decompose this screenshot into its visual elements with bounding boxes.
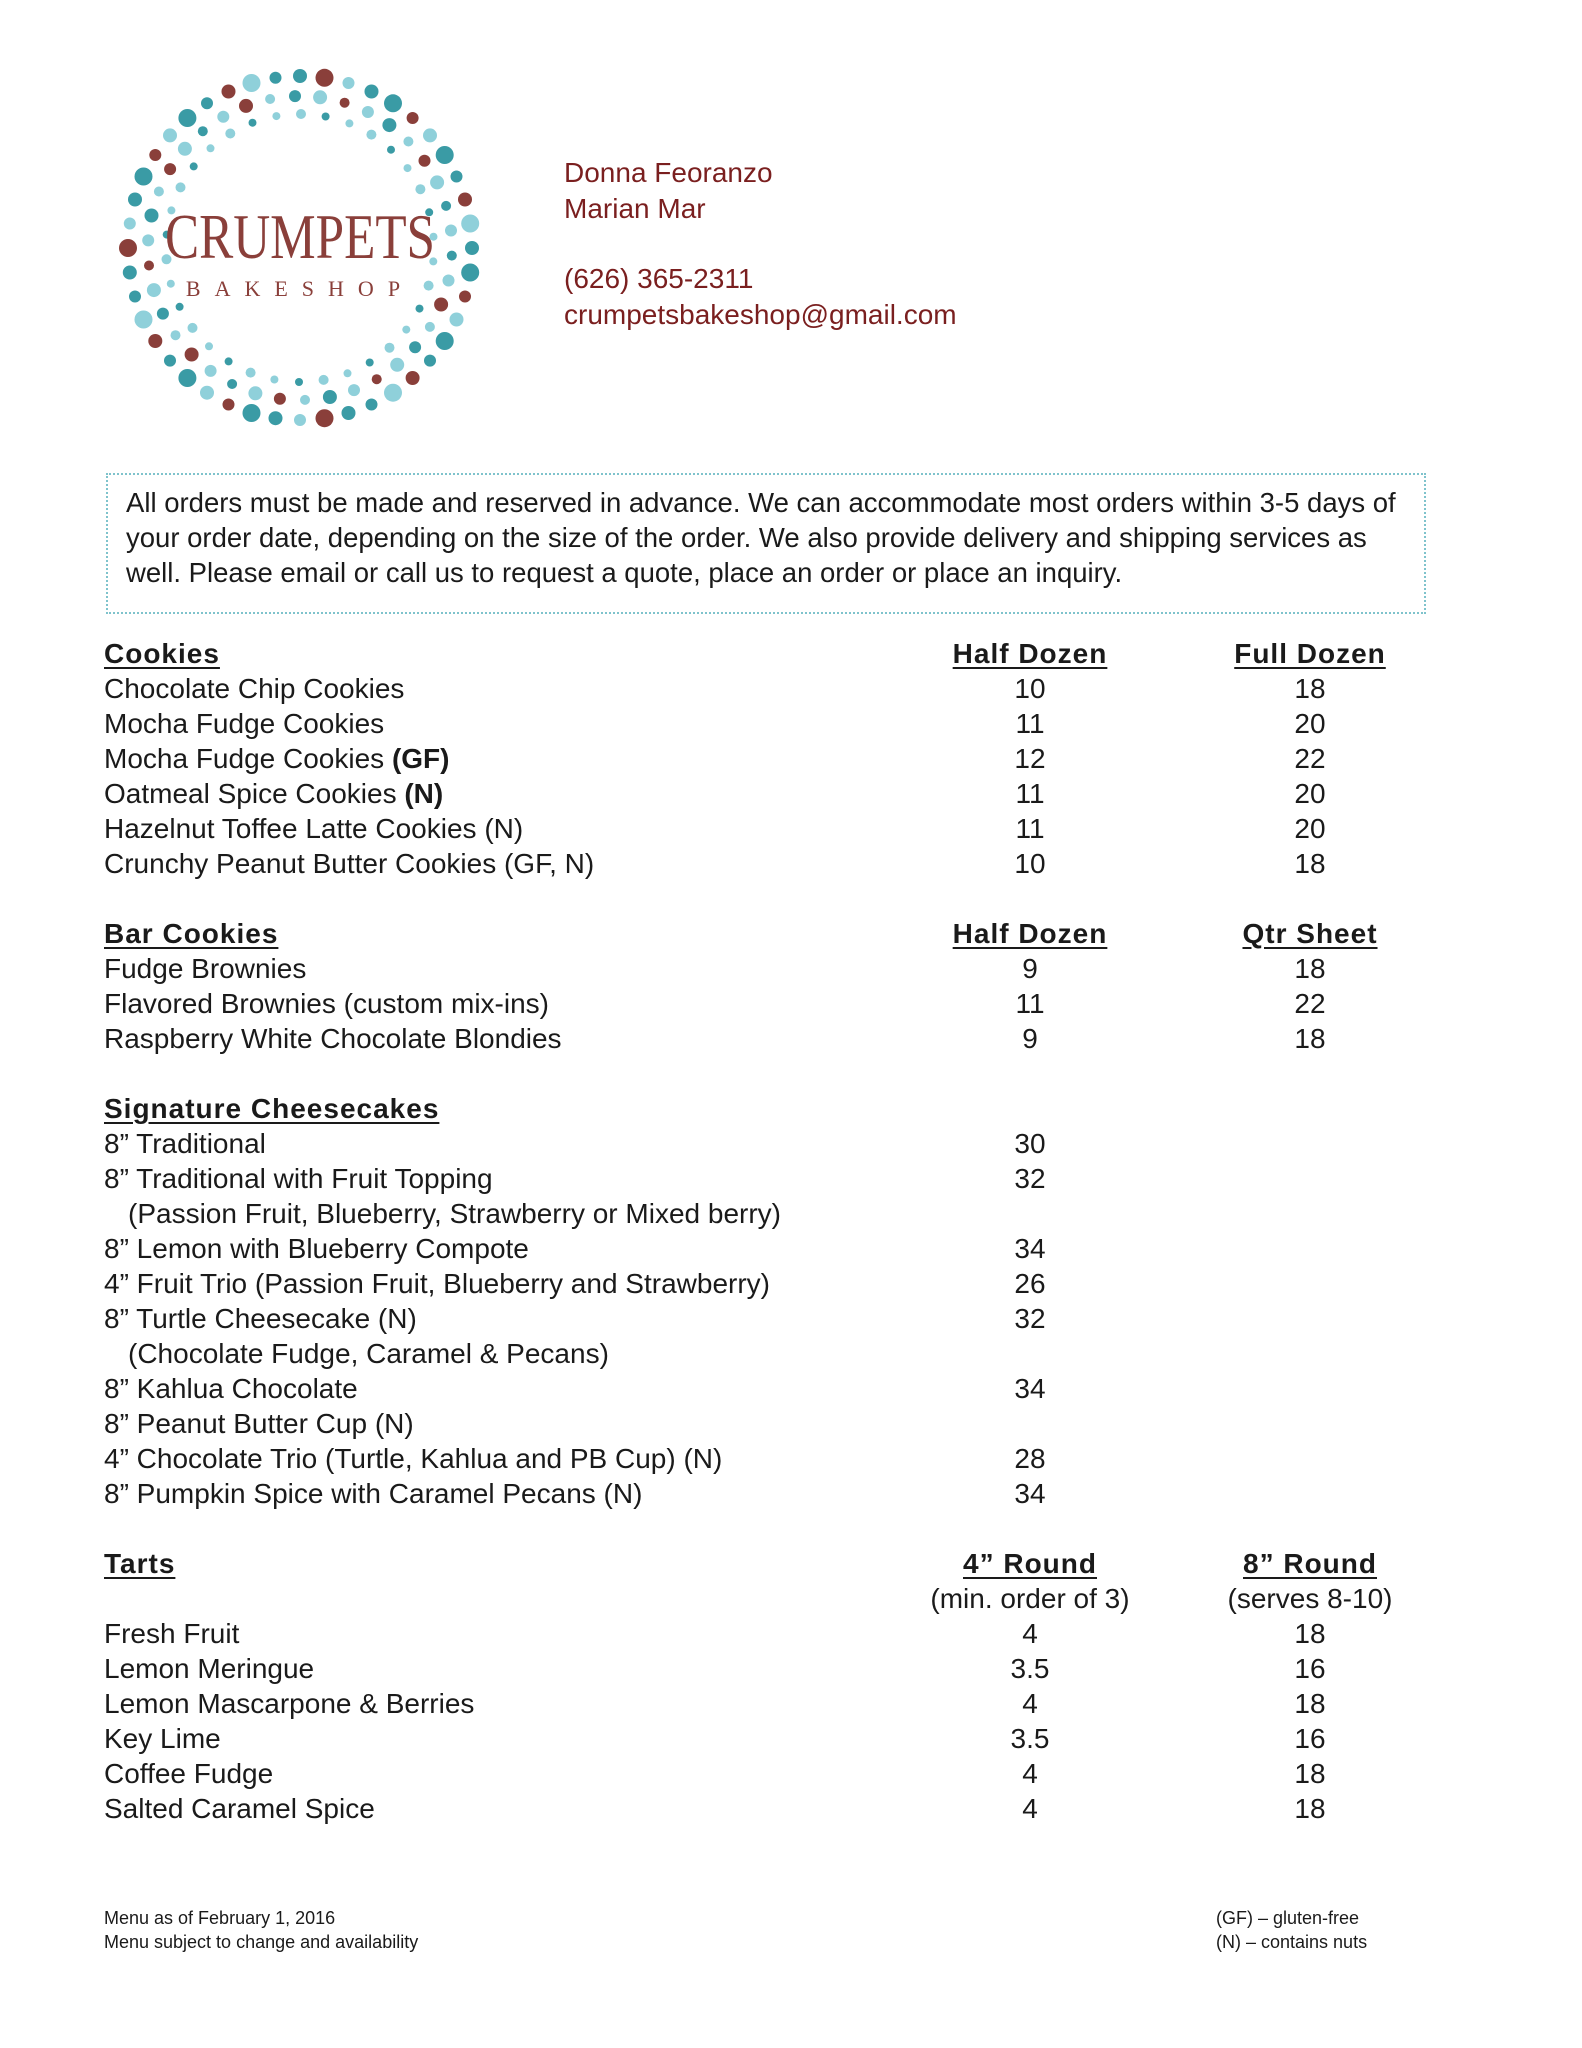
logo-dot — [322, 113, 330, 121]
logo-dot — [176, 303, 184, 311]
item-name: Coffee Fudge — [104, 1758, 274, 1789]
logo-dot — [269, 411, 283, 425]
logo-dot — [171, 330, 181, 340]
menu-item — [0, 1406, 1582, 1441]
logo-dot — [128, 193, 142, 207]
logo-dot — [390, 358, 404, 372]
menu — [0, 636, 1582, 1826]
menu-item — [0, 1476, 1582, 1511]
logo-dot — [190, 162, 198, 170]
logo-dot — [409, 341, 421, 353]
item-note: (Passion Fruit, Blueberry, Strawberry or Mixed berry) — [128, 1198, 781, 1229]
logo-dot — [316, 69, 334, 87]
item-name: 8” Pumpkin Spice with Caramel Pecans (N) — [104, 1478, 643, 1509]
logo-dot — [164, 163, 176, 175]
item-price: 18 — [1294, 848, 1326, 879]
logo-dot — [313, 90, 327, 104]
logo-dot — [423, 128, 437, 142]
logo-dot — [154, 187, 164, 197]
logo-dot — [407, 112, 419, 124]
section-title: Tarts — [104, 1548, 176, 1579]
menu-item — [0, 1301, 1582, 1336]
logo-dot — [445, 225, 457, 237]
logo-dot — [415, 184, 425, 194]
item-name: 8” Traditional — [104, 1128, 266, 1159]
menu-item — [0, 1616, 1582, 1651]
logo-dot — [461, 215, 479, 233]
logo-dot — [447, 251, 457, 261]
section-header-bar-cookies — [0, 916, 1582, 951]
item-name: 4” Chocolate Trio (Turtle, Kahlua and PB Cup) (N) — [104, 1443, 723, 1474]
logo-dot — [406, 371, 420, 385]
logo-dot — [366, 130, 376, 140]
menu-item — [0, 1266, 1582, 1301]
logo-dot — [157, 308, 169, 320]
item-price: 18 — [1294, 673, 1326, 704]
column-header: Full Dozen — [1234, 638, 1386, 669]
section-header-cheesecakes — [0, 1091, 1582, 1126]
logo-dot — [123, 266, 137, 280]
item-price: 34 — [1014, 1373, 1046, 1404]
item-price: 4 — [1022, 1793, 1038, 1824]
logo-dot — [176, 182, 186, 192]
order-notice: All orders must be made and reserved in advance. We can accommodate most orders within 3-5 days of your order date, depending on the size of the order. We also provide delivery and shipping services as well. Please email or call us to request a quote, place an order or place an inquiry. — [106, 473, 1426, 614]
item-price: 32 — [1014, 1303, 1046, 1334]
item-tag: (GF) — [391, 743, 450, 774]
menu-item — [0, 1231, 1582, 1266]
logo-dot — [270, 72, 282, 84]
menu-item-note — [0, 1196, 1582, 1231]
item-name: Mocha Fudge Cookies — [104, 708, 385, 739]
logo-dot — [436, 332, 454, 350]
logo-dot — [167, 280, 175, 288]
logo-dot — [365, 85, 379, 99]
section-header-cookies — [0, 636, 1582, 671]
logo-dot — [239, 99, 253, 113]
logo-dot — [246, 368, 256, 378]
item-name: 8” Turtle Cheesecake (N) — [104, 1303, 417, 1334]
item-price: 3.5 — [1010, 1653, 1050, 1684]
item-tag: (N) — [404, 778, 444, 809]
logo-dot — [343, 77, 355, 89]
logo-dot — [178, 109, 196, 127]
logo-dot — [430, 175, 444, 189]
logo-dot — [384, 94, 402, 112]
column-note: (serves 8-10) — [1227, 1583, 1393, 1614]
item-price: 4 — [1022, 1618, 1038, 1649]
menu-item — [0, 1756, 1582, 1791]
logo-name: CRUMPETS — [165, 201, 435, 272]
menu-item — [0, 1651, 1582, 1686]
menu-item — [0, 846, 1582, 881]
item-note: (Chocolate Fudge, Caramel & Pecans) — [128, 1338, 609, 1369]
logo-dot — [344, 369, 352, 377]
logo-dot — [205, 342, 213, 350]
logo-dot — [387, 146, 395, 154]
logo-dot — [348, 384, 360, 396]
section-header-tarts — [0, 1546, 1582, 1581]
item-name: Lemon Meringue — [104, 1653, 315, 1684]
item-price: 3.5 — [1010, 1723, 1050, 1754]
logo-dot — [270, 376, 278, 384]
item-price: 34 — [1014, 1233, 1046, 1264]
footer-left — [104, 1906, 418, 1954]
item-name: Fudge Brownies — [104, 953, 307, 984]
logo-dot — [249, 119, 257, 127]
item-name: Mocha Fudge Cookies — [104, 743, 392, 774]
crumpets-bakeshop-logo — [110, 58, 490, 438]
item-price: 20 — [1294, 813, 1326, 844]
section-title: Bar Cookies — [104, 918, 279, 949]
item-price: 4 — [1022, 1758, 1038, 1789]
logo-dot — [188, 323, 198, 333]
logo-dot — [198, 126, 208, 136]
menu-item — [0, 1371, 1582, 1406]
logo-dot — [274, 393, 286, 405]
logo-dot — [142, 234, 154, 246]
contact-person-1: Donna Feoranzo — [564, 157, 773, 188]
menu-item — [0, 1791, 1582, 1826]
item-price: 18 — [1294, 1793, 1326, 1824]
logo-dot — [147, 283, 161, 297]
logo-dot — [119, 239, 137, 257]
logo-dot — [205, 365, 217, 377]
logo-dot — [323, 390, 337, 404]
item-name: 8” Lemon with Blueberry Compote — [104, 1233, 529, 1264]
menu-disclaimer: Menu subject to change and availability — [104, 1932, 419, 1952]
logo-dot — [248, 386, 262, 400]
menu-item — [0, 671, 1582, 706]
logo-dot — [295, 378, 303, 386]
menu-item — [0, 811, 1582, 846]
column-header: 4” Round — [963, 1548, 1097, 1579]
logo-dot — [178, 142, 192, 156]
logo-dot — [362, 106, 374, 118]
logo-dot — [207, 144, 215, 152]
menu-date: Menu as of February 1, 2016 — [104, 1908, 336, 1928]
menu-item — [0, 741, 1582, 776]
logo-dot — [289, 90, 301, 102]
item-name: 8” Traditional with Fruit Topping — [104, 1163, 493, 1194]
logo-dot — [265, 94, 275, 104]
logo-dot — [225, 129, 235, 139]
item-price: 16 — [1294, 1653, 1326, 1684]
item-price: 28 — [1014, 1443, 1046, 1474]
item-price: 12 — [1014, 743, 1046, 774]
item-price: 18 — [1294, 953, 1326, 984]
logo-dot — [135, 168, 153, 186]
item-name: Raspberry White Chocolate Blondies — [104, 1023, 562, 1054]
menu-item — [0, 1686, 1582, 1721]
menu-item — [0, 1721, 1582, 1756]
logo-dot — [272, 112, 280, 120]
menu-item — [0, 1161, 1582, 1196]
logo-dot — [366, 359, 374, 367]
contact-person-2: Marian Mar — [564, 193, 706, 224]
logo-dot — [385, 343, 395, 353]
menu-item — [0, 986, 1582, 1021]
logo-dot — [451, 171, 463, 183]
logo-dot — [382, 118, 396, 132]
logo-dot — [459, 291, 471, 303]
logo-dot — [436, 146, 454, 164]
logo-subtitle: BAKESHOP — [185, 276, 415, 301]
item-price: 18 — [1294, 1023, 1326, 1054]
logo-dot — [458, 193, 472, 207]
logo-dot — [243, 74, 261, 92]
item-price: 9 — [1022, 953, 1038, 984]
section-title: Cookies — [104, 638, 220, 669]
logo-dot — [461, 264, 479, 282]
item-price: 11 — [1015, 708, 1045, 739]
item-name: Flavored Brownies (custom mix-ins) — [104, 988, 549, 1019]
logo-dot — [124, 218, 136, 230]
logo-dot — [148, 334, 162, 348]
logo-dot — [366, 399, 378, 411]
logo-dot — [225, 357, 233, 365]
item-price: 20 — [1294, 778, 1326, 809]
column-notes — [0, 1581, 1582, 1616]
item-price: 18 — [1294, 1688, 1326, 1719]
item-name: Lemon Mascarpone & Berries — [104, 1688, 475, 1719]
logo-dot — [319, 375, 329, 385]
menu-item — [0, 706, 1582, 741]
column-header: 8” Round — [1243, 1548, 1377, 1579]
logo-dot — [404, 164, 412, 172]
logo-dot — [135, 311, 153, 329]
item-price: 4 — [1022, 1688, 1038, 1719]
legend-contains-nuts: (N) – contains nuts — [1216, 1932, 1368, 1952]
logo-dot — [185, 348, 199, 362]
logo-dot — [465, 241, 479, 255]
logo-dot — [164, 355, 176, 367]
item-name: Hazelnut Toffee Latte Cookies (N) — [104, 813, 524, 844]
column-note: (min. order of 3) — [930, 1583, 1130, 1614]
logo-dot — [316, 409, 334, 427]
item-price: 22 — [1294, 988, 1326, 1019]
logo-dot — [419, 155, 431, 167]
logo-dot — [178, 369, 196, 387]
item-price: 10 — [1014, 848, 1046, 879]
item-name: Key Lime — [104, 1723, 221, 1754]
logo-dot — [294, 414, 306, 426]
logo-dot — [342, 406, 356, 420]
menu-item — [0, 951, 1582, 986]
column-header: Qtr Sheet — [1242, 918, 1378, 949]
logo-dot — [372, 374, 382, 384]
logo-dot — [434, 298, 448, 312]
menu-item — [0, 776, 1582, 811]
item-price: 18 — [1294, 1618, 1326, 1649]
item-price: 26 — [1014, 1268, 1046, 1299]
item-name: Salted Caramel Spice — [104, 1793, 375, 1824]
logo-dot — [450, 313, 464, 327]
logo-dot — [416, 305, 424, 313]
item-price: 10 — [1014, 673, 1046, 704]
logo-dot — [424, 355, 436, 367]
item-price: 11 — [1015, 778, 1045, 809]
logo-dot — [384, 384, 402, 402]
logo-dot — [227, 379, 237, 389]
footer-legend — [1216, 1906, 1367, 1954]
logo-dot — [163, 128, 177, 142]
item-name: Oatmeal Spice Cookies — [104, 778, 405, 809]
item-price: 9 — [1022, 1023, 1038, 1054]
logo-dot — [300, 395, 310, 405]
logo-dot — [441, 201, 451, 211]
item-price: 34 — [1014, 1478, 1046, 1509]
logo-dot — [217, 111, 229, 123]
column-header: Half Dozen — [952, 918, 1108, 949]
logo-dot — [201, 97, 213, 109]
item-price: 11 — [1015, 988, 1045, 1019]
item-price: 16 — [1294, 1723, 1326, 1754]
logo-dot — [243, 404, 261, 422]
menu-item — [0, 1126, 1582, 1161]
logo-dot — [145, 209, 159, 223]
item-name: 4” Fruit Trio (Passion Fruit, Blueberry and Strawberry) — [104, 1268, 770, 1299]
logo-dot — [149, 149, 161, 161]
logo-dot — [424, 281, 434, 291]
logo-dot — [144, 261, 154, 271]
item-name: 8” Kahlua Chocolate — [104, 1373, 358, 1404]
logo-dot — [425, 322, 435, 332]
contact-phone[interactable]: (626) 365-2311 — [564, 263, 754, 294]
item-price: 32 — [1014, 1163, 1046, 1194]
logo-dot — [345, 119, 353, 127]
menu-item-note — [0, 1336, 1582, 1371]
logo-dot — [129, 291, 141, 303]
item-name: Fresh Fruit — [104, 1618, 240, 1649]
logo-dot — [223, 399, 235, 411]
item-price: 22 — [1294, 743, 1326, 774]
menu-item — [0, 1021, 1582, 1056]
logo-dot — [200, 386, 214, 400]
logo-dot — [402, 326, 410, 334]
menu-item — [0, 1441, 1582, 1476]
logo-dot — [222, 85, 236, 99]
item-price: 20 — [1294, 708, 1326, 739]
item-price: 11 — [1015, 813, 1045, 844]
legend-gluten-free: (GF) – gluten-free — [1216, 1908, 1360, 1928]
logo-dot — [340, 98, 350, 108]
item-name: 8” Peanut Butter Cup (N) — [104, 1408, 414, 1439]
logo-dot — [403, 137, 413, 147]
logo-dot — [293, 69, 307, 83]
logo-dot — [296, 109, 306, 119]
item-price: 30 — [1014, 1128, 1046, 1159]
contact-email[interactable]: crumpetsbakeshop@gmail.com — [564, 299, 957, 330]
logo-dot — [443, 275, 455, 287]
item-price: 18 — [1294, 1758, 1326, 1789]
item-name: Chocolate Chip Cookies — [104, 673, 405, 704]
item-name: Crunchy Peanut Butter Cookies (GF, N) — [104, 848, 595, 879]
column-header: Half Dozen — [952, 638, 1108, 669]
contact-block — [564, 155, 957, 333]
section-title: Signature Cheesecakes — [104, 1093, 440, 1124]
